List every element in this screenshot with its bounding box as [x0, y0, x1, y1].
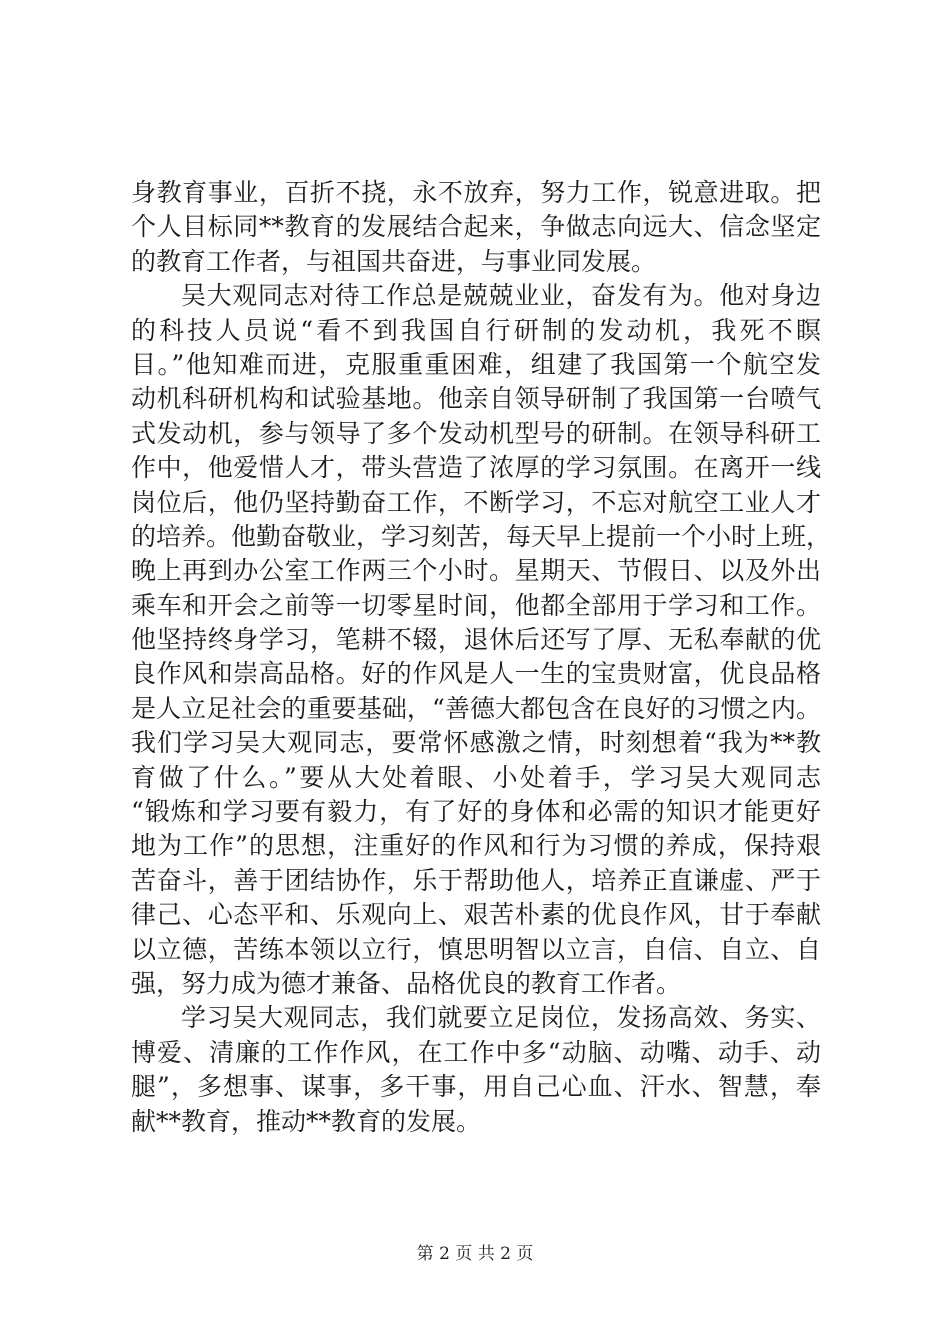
text-line: 以立德，苦练本领以立行，慎思明智以立言，自信、自立、自 — [131, 934, 821, 964]
text-line: 动机科研机构和试验基地。他亲自领导研制了我国第一台喷气 — [131, 384, 821, 414]
text-line: 式发动机，参与领导了多个发动机型号的研制。在领导科研工 — [131, 418, 821, 448]
text-line: 身教育事业，百折不挠，永不放弃，努力工作，锐意进取。把 — [131, 178, 821, 207]
text-line: 的科技人员说“看不到我国自行研制的发动机，我死不瞑 — [131, 315, 821, 345]
text-line: 作中，他爱惜人才，带头营造了浓厚的学习氛围。在离开一线 — [131, 453, 821, 483]
page-number-footer: 第 2 页 共 2 页 — [416, 1244, 534, 1264]
text-line: 育做了什么。”要从大处着眼、小处着手，学习吴大观同志 — [131, 762, 821, 792]
text-line: 个人目标同**教育的发展结合起来，争做志向远大、信念坚定 — [131, 212, 821, 242]
paragraph-first-line: 学习吴大观同志，我们就要立足岗位，发扬高效、务实、 — [181, 1003, 821, 1033]
text-line: 腿”，多想事、谋事，多干事，用自己心血、汗水、智慧，奉 — [131, 1072, 821, 1102]
paragraph-first-line: 吴大观同志对待工作总是兢兢业业，奋发有为。他对身边 — [181, 281, 821, 311]
text-line: 献**教育，推动**教育的发展。 — [131, 1106, 482, 1136]
text-line: 是人立足社会的重要基础，“善德大都包含在良好的习惯之内。 — [131, 693, 821, 723]
text-line: “锻炼和学习要有毅力，有了好的身体和必需的知识才能更好 — [131, 797, 821, 827]
text-line: 良作风和崇高品格。好的作风是人一生的宝贵财富，优良品格 — [131, 659, 821, 689]
text-line: 强，努力成为德才兼备、品格优良的教育工作者。 — [131, 968, 682, 998]
document-body — [131, 176, 832, 1139]
text-line: 乘车和开会之前等一切零星时间，他都全部用于学习和工作。 — [131, 590, 821, 620]
text-line: 晚上再到办公室工作两三个小时。星期天、节假日、以及外出 — [131, 556, 821, 586]
text-line: 的教育工作者，与祖国共奋进，与事业同发展。 — [131, 246, 657, 276]
text-line: 苦奋斗，善于团结协作，乐于帮助他人，培养正直谦虚、严于 — [131, 865, 821, 895]
text-line: 律己、心态平和、乐观向上、艰苦朴素的优良作风，甘于奉献 — [131, 900, 821, 930]
text-line: 目。”他知难而进，克服重重困难，组建了我国第一个航空发 — [131, 349, 821, 379]
text-line: 博爱、清廉的工作作风，在工作中多“动脑、动嘴、动手、动 — [131, 1037, 821, 1067]
text-line: 他坚持终身学习，笔耕不辍，退休后还写了厚、无私奉献的优 — [131, 625, 821, 655]
text-line: 地为工作”的思想，注重好的作风和行为习惯的养成，保持艰 — [131, 831, 821, 861]
text-line: 的培养。他勤奋敬业，学习刻苦，每天早上提前一个小时上班， — [131, 521, 832, 551]
text-line: 岗位后，他仍坚持勤奋工作，不断学习，不忘对航空工业人才 — [131, 487, 821, 517]
text-line: 我们学习吴大观同志，要常怀感激之情，时刻想着“我为**教 — [131, 728, 821, 758]
